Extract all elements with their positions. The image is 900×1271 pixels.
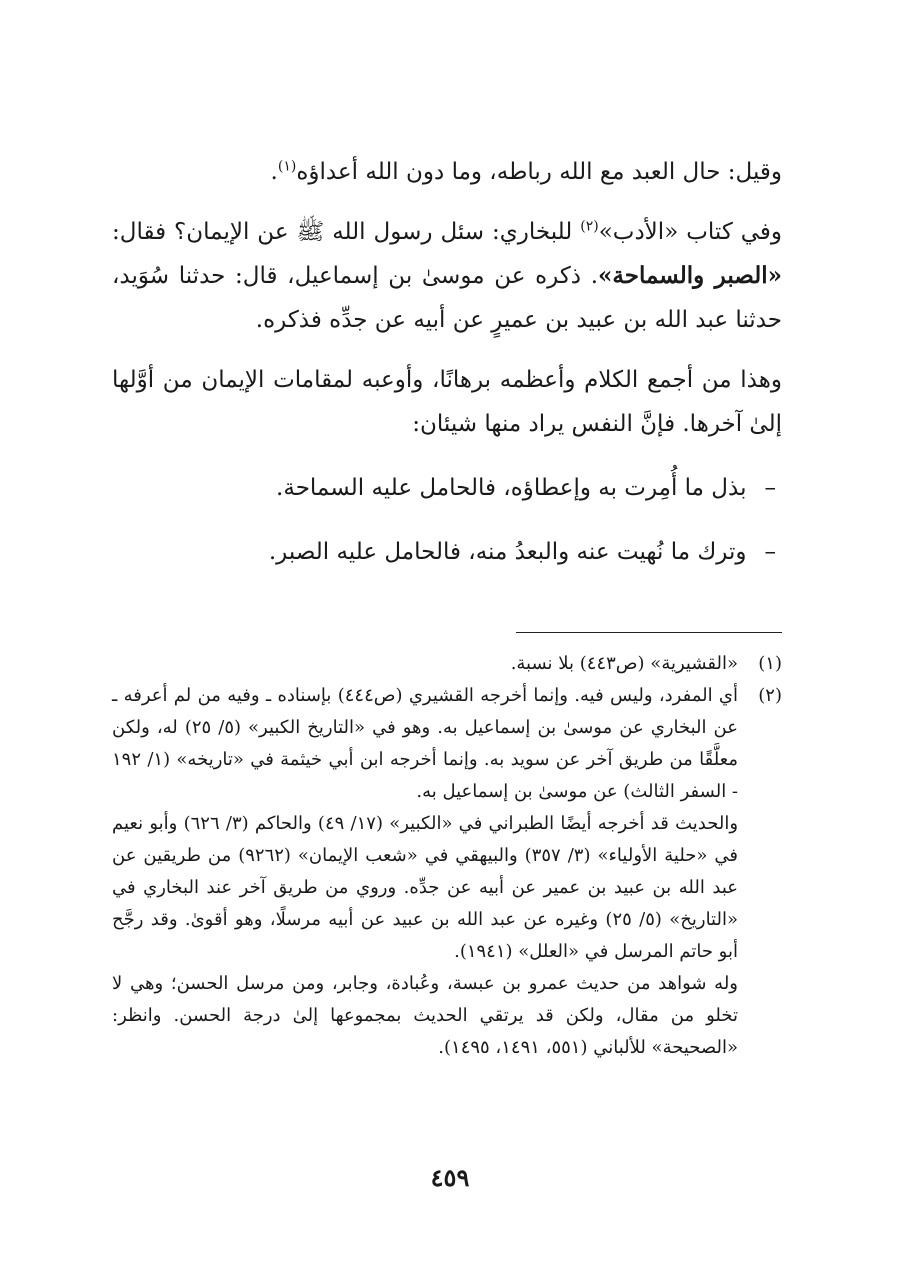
paragraph-2 [112,210,782,342]
bullet-dash-2: – [764,539,776,565]
paragraph-1-end: . [270,159,278,185]
paragraph-2-end: . ذكره عن موسىٰ بن إسماعيل، قال: حدثنا سُوَيد، حدثنا عبد الله بن عبيد بن عميرٍ عن أبيه عن جدِّه فذكره. [112,263,782,333]
footnote-separator [516,632,782,633]
footnote-1 [112,648,782,680]
footnote-2-paragraph-3: وله شواهد من حديث عمرو بن عبسة، وعُبادة، وجابر، ومن مرسل الحسن؛ وهي لا تخلو من مقال، ولكن قد يرتقي الحديث بمجموعها إلىٰ درجة الحسن. وانظر: «الصحيحة» للألباني (٥٥١، ١٤٩١، ١٤٩٥). [112,973,738,1058]
bullet-dash-1: – [764,475,776,501]
paragraph-1-text: وقيل: حال العبد مع الله رباطه، وما دون الله أعداؤه [296,159,782,185]
main-text [112,150,782,574]
footnote-number-2: (٢) [758,685,782,706]
footnote-2 [112,680,782,1064]
bullet-item-1 [112,466,782,510]
paragraph-2-start: وفي كتاب «الأدب» [598,219,782,245]
footnote-body-1 [112,648,738,680]
footnote-2-paragraph-2: والحديث قد أخرجه أيضًا الطبراني في «الكبير» (١٧/ ٤٩) والحاكم (٣/ ٦٢٦) وأبو نعيم في «حلية الأولياء» (٣/ ٣٥٧) والبيهقي في «شعب الإيمان» (٩٢٦٢) من طريقين عن عبد الله بن عبيد بن عمير عن أبيه عن جدِّه. وروي من طريق آخر عند البخاري في «التاريخ» (٥/ ٢٥) وغيره عن عبد الله بن عبيد عن أبيه مرسلًا، وهو أقوىٰ. وقد رجَّح أبو حاتم المرسل في «العلل» (١٩٤١). [112,813,739,962]
bullet-text-1: بذل ما أُمِرت به وإعطاؤه، فالحامل عليه السماحة. [276,475,747,501]
page-number: ٤٥٩ [430,1163,470,1192]
footnotes [112,648,782,1064]
bullet-text-2: وترك ما نُهيت عنه والبعدُ منه، فالحامل عليه الصبر. [268,539,747,565]
paragraph-3: وهذا من أجمع الكلام وأعظمه برهانًا، وأوعبه لمقامات الإيمان من أوَّلها إلىٰ آخرها. فإنَّ النفس يراد منها شيئان: [112,367,782,437]
footnote-ref-2[interactable]: (٢) [580,218,599,235]
footnote-1-paragraph-1: «القشيرية» (ص٤٤٣) بلا نسبة. [510,653,738,674]
footnote-ref-1[interactable]: (١) [277,158,297,175]
footnote-number-1: (١) [758,653,782,674]
bullet-item-2 [112,530,782,574]
footnote-2-paragraph-1: أي المفرد، وليس فيه. وإنما أخرجه القشيري (ص٤٤٤) بإسناده ـ وفيه من لم أعرفه ـ عن البخاري عن موسىٰ بن إسماعيل به. وهو في «التاريخ الكبير» (٥/ ٢٥) له، ولكن معلَّقًا من طريق آخر عن سويد به. وإنما أخرجه ابن أبي خيثمة في «تاريخه» (١/ ١٩٢ - السفر الثالث) عن موسىٰ بن إسماعيل به. [112,685,739,802]
paragraph-1 [112,150,782,194]
footnote-body-2 [112,680,738,1064]
paragraph-2-mid: للبخاري: سئل رسول الله ﷺ عن الإيمان؟ فقال: [112,219,581,245]
paragraph-2-bold-quote: «الصبر والسماحة» [598,262,782,289]
